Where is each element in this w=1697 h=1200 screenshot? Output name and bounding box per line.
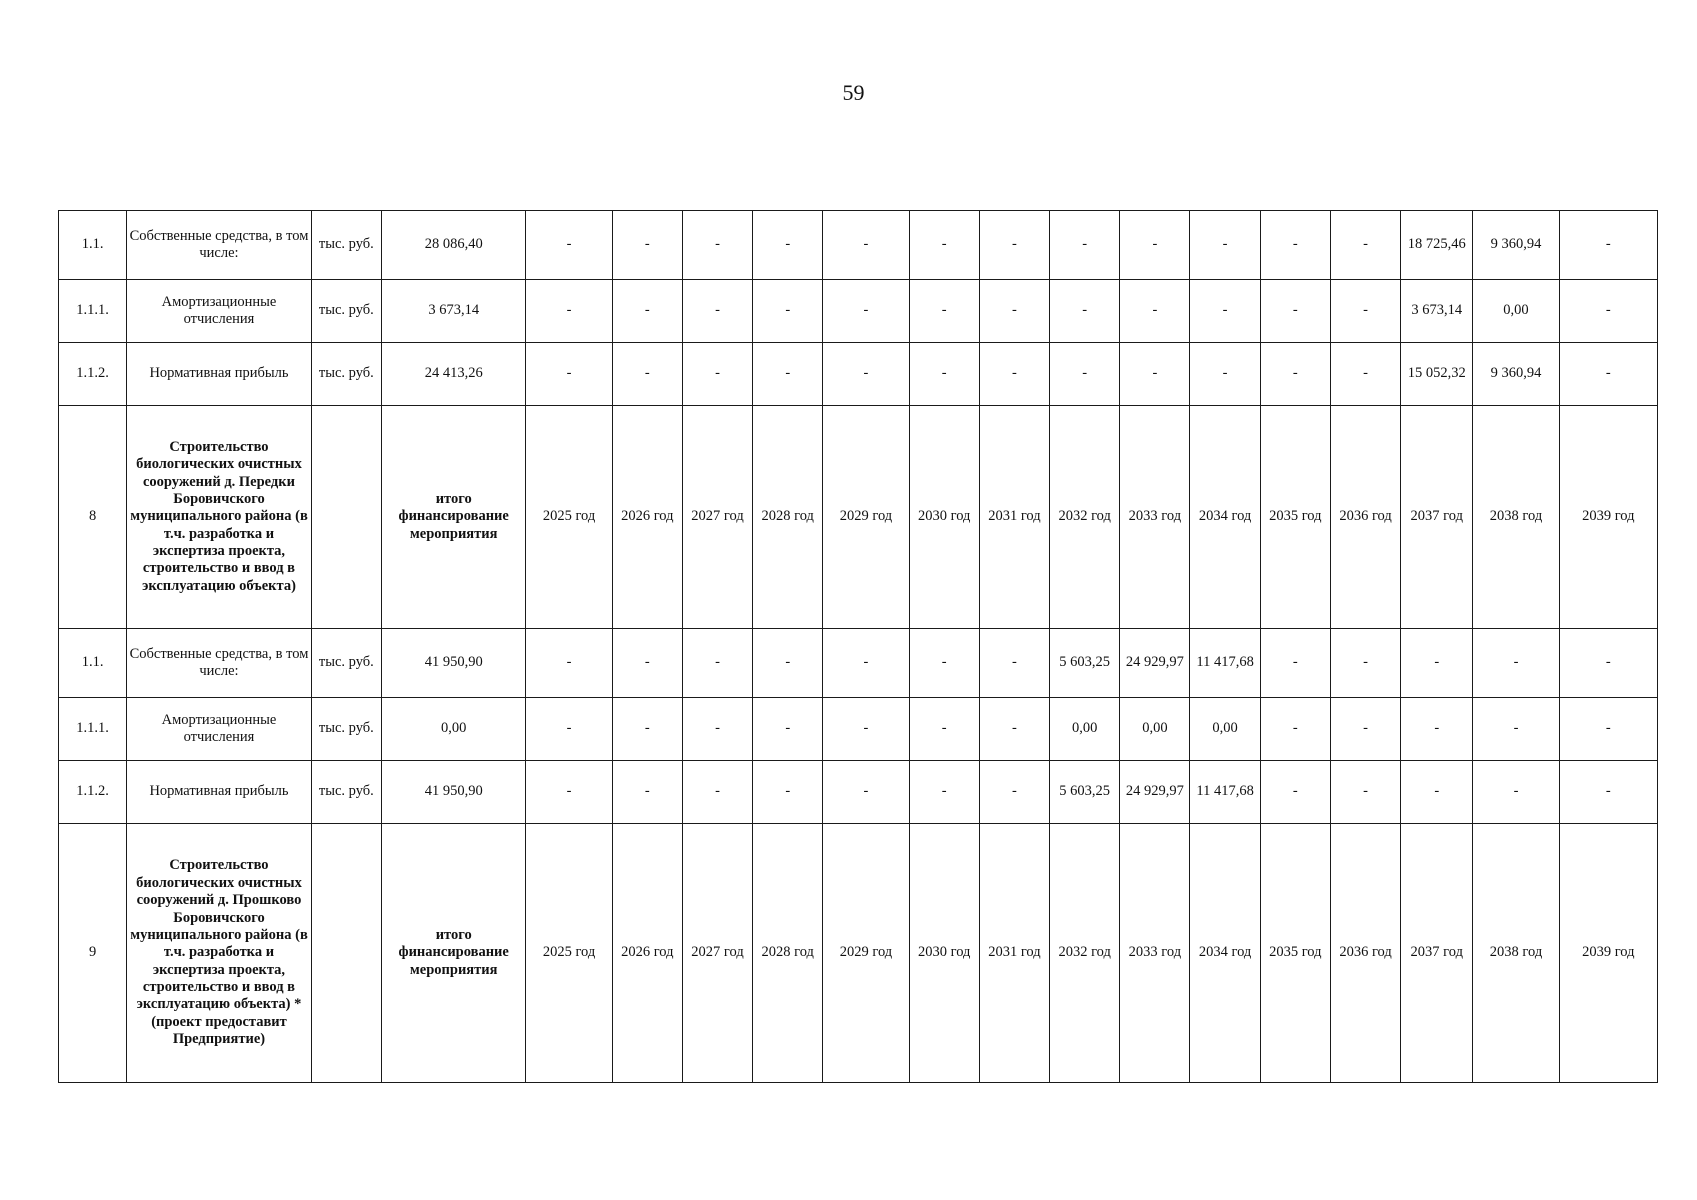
year-value-cell: -: [753, 629, 823, 698]
table-row: [59, 280, 1658, 343]
row-total: 3 673,14: [381, 280, 525, 343]
year-header: 2026 год: [612, 824, 682, 1083]
row-total: 28 086,40: [381, 211, 525, 280]
year-value-cell: -: [526, 343, 612, 406]
year-value-cell: -: [753, 698, 823, 761]
year-value-cell: -: [1260, 280, 1330, 343]
year-header: 2039 год: [1559, 406, 1657, 629]
year-value-cell: -: [612, 761, 682, 824]
year-value-cell: -: [753, 761, 823, 824]
year-value-cell: -: [1330, 280, 1400, 343]
year-value-cell: -: [1401, 629, 1473, 698]
year-value-cell: -: [1190, 211, 1260, 280]
year-header: 2034 год: [1190, 406, 1260, 629]
year-value-cell: -: [682, 280, 752, 343]
empty-unit-cell: [311, 406, 381, 629]
year-header: 2026 год: [612, 406, 682, 629]
year-header: 2036 год: [1330, 824, 1400, 1083]
year-value-cell: 11 417,68: [1190, 629, 1260, 698]
total-financing-header: итого финансирование мероприятия: [381, 824, 525, 1083]
year-value-cell: -: [979, 629, 1049, 698]
row-number: 1.1.2.: [59, 761, 127, 824]
year-header: 2036 год: [1330, 406, 1400, 629]
table-row: [59, 761, 1658, 824]
year-header: 2027 год: [682, 406, 752, 629]
year-value-cell: -: [1330, 698, 1400, 761]
row-number: 1.1.: [59, 629, 127, 698]
year-value-cell: -: [823, 211, 909, 280]
year-value-cell: -: [1260, 211, 1330, 280]
year-value-cell: 5 603,25: [1050, 629, 1120, 698]
year-value-cell: -: [1260, 698, 1330, 761]
table-row: [59, 211, 1658, 280]
year-value-cell: -: [1120, 343, 1190, 406]
year-value-cell: -: [909, 280, 979, 343]
year-value-cell: -: [1050, 211, 1120, 280]
year-header: 2038 год: [1473, 406, 1559, 629]
year-value-cell: -: [753, 343, 823, 406]
financing-table: [58, 210, 1658, 1083]
year-value-cell: -: [1401, 761, 1473, 824]
year-value-cell: -: [1473, 698, 1559, 761]
measure-name: Строительство биологических очистных сооружений д. Прошково Боровичского муниципального района (в т.ч. разработка и экспертиза проекта, строительство и ввод в эксплуатацию объекта) * (проект предоставит Предприятие): [127, 824, 312, 1083]
year-value-cell: -: [1120, 211, 1190, 280]
year-header: 2028 год: [753, 406, 823, 629]
year-value-cell: -: [682, 211, 752, 280]
row-number: 1.1.: [59, 211, 127, 280]
year-header: 2032 год: [1050, 406, 1120, 629]
total-financing-header: итого финансирование мероприятия: [381, 406, 525, 629]
year-value-cell: -: [823, 629, 909, 698]
year-value-cell: -: [1330, 761, 1400, 824]
row-unit: тыс. руб.: [311, 211, 381, 280]
year-value-cell: -: [1330, 343, 1400, 406]
year-value-cell: -: [526, 629, 612, 698]
year-value-cell: -: [612, 343, 682, 406]
year-value-cell: -: [979, 761, 1049, 824]
year-value-cell: 0,00: [1190, 698, 1260, 761]
year-header: 2031 год: [979, 824, 1049, 1083]
year-value-cell: -: [1190, 280, 1260, 343]
year-header: 2037 год: [1401, 824, 1473, 1083]
year-header: 2031 год: [979, 406, 1049, 629]
row-unit: тыс. руб.: [311, 343, 381, 406]
year-value-cell: -: [1050, 280, 1120, 343]
year-value-cell: -: [1559, 343, 1657, 406]
row-total: 24 413,26: [381, 343, 525, 406]
year-value-cell: -: [979, 211, 1049, 280]
year-value-cell: 9 360,94: [1473, 343, 1559, 406]
row-unit: тыс. руб.: [311, 280, 381, 343]
row-total: 41 950,90: [381, 761, 525, 824]
row-number: 1.1.1.: [59, 698, 127, 761]
row-name: Собственные средства, в том числе:: [127, 211, 312, 280]
year-value-cell: -: [909, 761, 979, 824]
year-value-cell: -: [612, 280, 682, 343]
row-name: Амортизационные отчисления: [127, 280, 312, 343]
year-value-cell: 5 603,25: [1050, 761, 1120, 824]
year-header: 2037 год: [1401, 406, 1473, 629]
year-value-cell: -: [1401, 698, 1473, 761]
year-header: 2038 год: [1473, 824, 1559, 1083]
year-value-cell: -: [526, 761, 612, 824]
year-header: 2034 год: [1190, 824, 1260, 1083]
year-value-cell: -: [1330, 629, 1400, 698]
year-value-cell: -: [612, 698, 682, 761]
row-unit: тыс. руб.: [311, 761, 381, 824]
year-value-cell: -: [823, 698, 909, 761]
year-value-cell: -: [979, 343, 1049, 406]
row-name: Собственные средства, в том числе:: [127, 629, 312, 698]
measure-header-row: [59, 824, 1658, 1083]
row-unit: тыс. руб.: [311, 629, 381, 698]
year-header: 2029 год: [823, 824, 909, 1083]
year-header: 2030 год: [909, 406, 979, 629]
year-header: 2032 год: [1050, 824, 1120, 1083]
year-value-cell: -: [1120, 280, 1190, 343]
year-value-cell: -: [1559, 211, 1657, 280]
year-value-cell: 0,00: [1050, 698, 1120, 761]
table-row: [59, 698, 1658, 761]
year-value-cell: -: [753, 280, 823, 343]
year-value-cell: -: [612, 629, 682, 698]
year-value-cell: -: [823, 761, 909, 824]
row-unit: тыс. руб.: [311, 698, 381, 761]
year-value-cell: 3 673,14: [1401, 280, 1473, 343]
year-value-cell: -: [1190, 343, 1260, 406]
year-value-cell: -: [1473, 761, 1559, 824]
year-value-cell: -: [682, 629, 752, 698]
year-value-cell: -: [979, 280, 1049, 343]
year-value-cell: -: [753, 211, 823, 280]
year-value-cell: -: [823, 343, 909, 406]
year-value-cell: -: [909, 211, 979, 280]
year-value-cell: -: [909, 343, 979, 406]
measure-name: Строительство биологических очистных сооружений д. Передки Боровичского муниципального района (в т.ч. разработка и экспертиза проекта, строительство и ввод в эксплуатацию объекта): [127, 406, 312, 629]
row-number: 1.1.1.: [59, 280, 127, 343]
year-value-cell: -: [682, 698, 752, 761]
year-value-cell: -: [1559, 698, 1657, 761]
year-header: 2033 год: [1120, 406, 1190, 629]
year-value-cell: -: [979, 698, 1049, 761]
measure-number: 9: [59, 824, 127, 1083]
measure-header-row: [59, 406, 1658, 629]
year-value-cell: -: [682, 761, 752, 824]
year-value-cell: -: [1260, 629, 1330, 698]
row-total: 0,00: [381, 698, 525, 761]
row-total: 41 950,90: [381, 629, 525, 698]
year-value-cell: 0,00: [1473, 280, 1559, 343]
year-value-cell: 15 052,32: [1401, 343, 1473, 406]
year-value-cell: 11 417,68: [1190, 761, 1260, 824]
year-value-cell: -: [1559, 280, 1657, 343]
year-value-cell: -: [682, 343, 752, 406]
year-header: 2025 год: [526, 406, 612, 629]
year-value-cell: -: [1050, 343, 1120, 406]
year-value-cell: -: [1330, 211, 1400, 280]
year-header: 2029 год: [823, 406, 909, 629]
table-row: [59, 629, 1658, 698]
row-number: 1.1.2.: [59, 343, 127, 406]
row-name: Нормативная прибыль: [127, 761, 312, 824]
year-value-cell: -: [823, 280, 909, 343]
year-value-cell: -: [1260, 761, 1330, 824]
page-number: 59: [842, 80, 865, 105]
year-value-cell: -: [526, 698, 612, 761]
table-row: [59, 343, 1658, 406]
row-name: Амортизационные отчисления: [127, 698, 312, 761]
year-header: 2033 год: [1120, 824, 1190, 1083]
year-header: 2035 год: [1260, 406, 1330, 629]
year-value-cell: -: [1559, 761, 1657, 824]
year-value-cell: -: [1260, 343, 1330, 406]
year-value-cell: -: [909, 629, 979, 698]
year-value-cell: 18 725,46: [1401, 211, 1473, 280]
year-value-cell: -: [1473, 629, 1559, 698]
year-header: 2039 год: [1559, 824, 1657, 1083]
year-value-cell: 24 929,97: [1120, 629, 1190, 698]
empty-unit-cell: [311, 824, 381, 1083]
year-value-cell: 9 360,94: [1473, 211, 1559, 280]
year-value-cell: -: [612, 211, 682, 280]
year-value-cell: -: [526, 211, 612, 280]
table-body: [59, 211, 1658, 1083]
year-value-cell: 0,00: [1120, 698, 1190, 761]
year-header: 2028 год: [753, 824, 823, 1083]
year-value-cell: 24 929,97: [1120, 761, 1190, 824]
year-header: 2035 год: [1260, 824, 1330, 1083]
year-value-cell: -: [1559, 629, 1657, 698]
row-name: Нормативная прибыль: [127, 343, 312, 406]
year-value-cell: -: [526, 280, 612, 343]
year-header: 2027 год: [682, 824, 752, 1083]
year-value-cell: -: [909, 698, 979, 761]
measure-number: 8: [59, 406, 127, 629]
year-header: 2025 год: [526, 824, 612, 1083]
year-header: 2030 год: [909, 824, 979, 1083]
